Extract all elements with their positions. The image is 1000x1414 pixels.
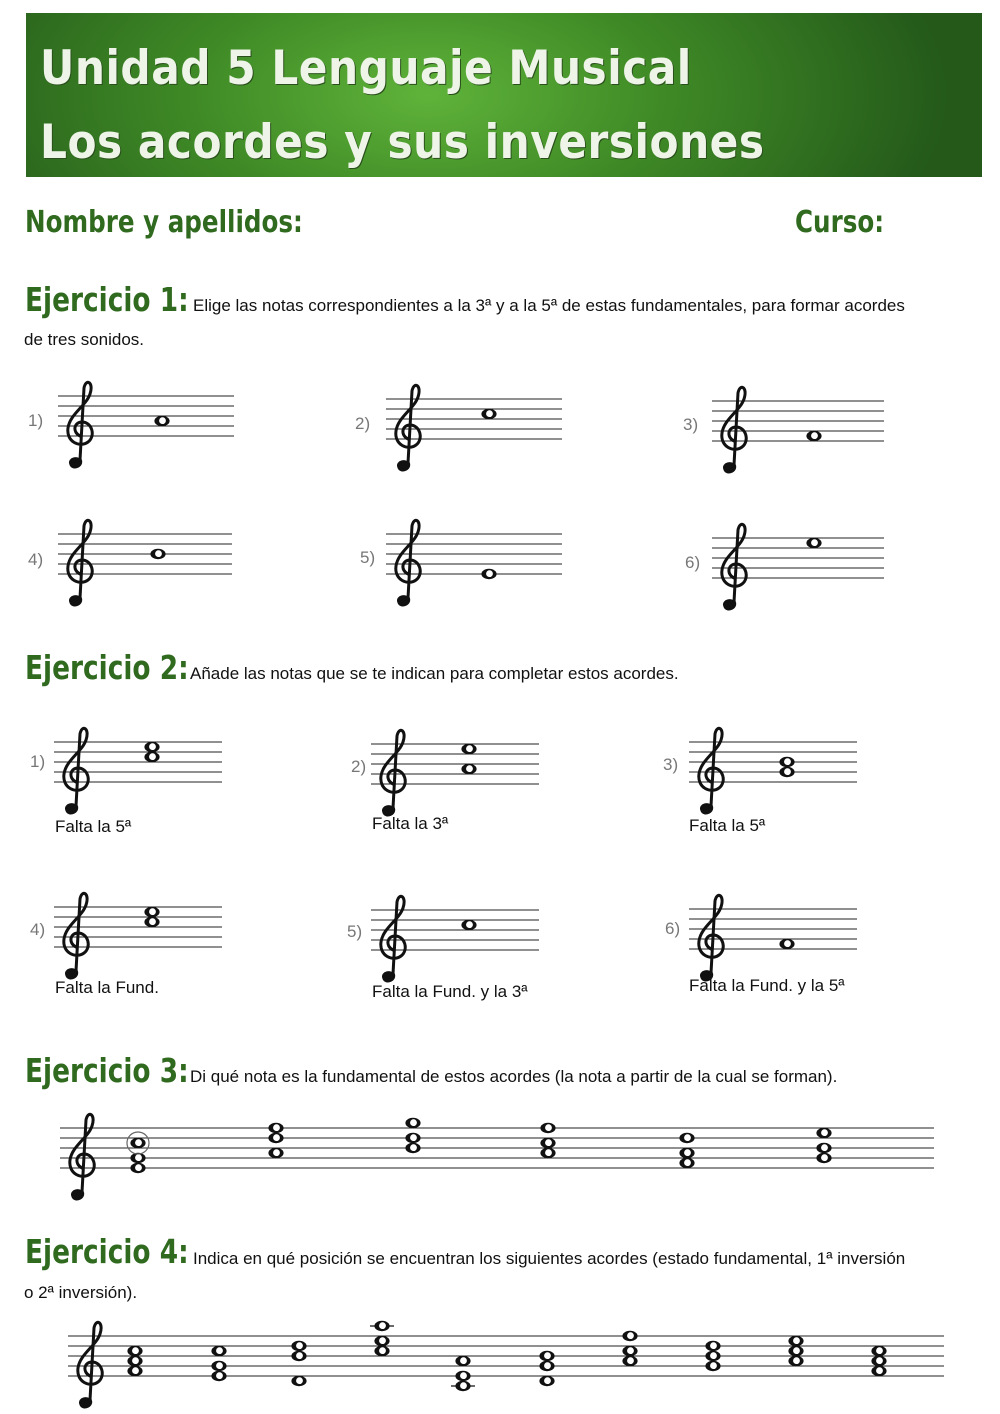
chord (539, 1351, 554, 1386)
treble-clef-icon (699, 895, 723, 980)
ex2-staff-2 (371, 722, 546, 818)
whole-note (779, 767, 794, 777)
ex4-staff (68, 1308, 948, 1412)
chord-note (788, 1356, 803, 1366)
chord-note (539, 1376, 554, 1386)
chord-note (540, 1138, 555, 1148)
treble-clef-icon (722, 387, 746, 472)
chord (451, 1356, 475, 1391)
chord-note (268, 1123, 283, 1133)
chord-note (705, 1341, 720, 1351)
chord-note (705, 1351, 720, 1361)
ex1-staff-4 (58, 512, 238, 608)
chord (211, 1346, 226, 1381)
staff-lines (60, 1128, 934, 1168)
ex2-item-3-number: 3) (663, 755, 679, 774)
exercise-2-instructions: Añade las notas que se te indican para completar estos acordes. (190, 664, 679, 683)
ex1-staff-3 (712, 379, 892, 475)
treble-clef-icon (78, 1322, 102, 1407)
chord-note (622, 1356, 637, 1366)
exercise-3-title: Ejercicio 3: (25, 1051, 189, 1090)
treble-clef-icon (68, 520, 92, 605)
chord-note (370, 1321, 394, 1331)
ex2-item-1-number: 1) (30, 752, 46, 771)
chord-note (679, 1133, 694, 1143)
exercise-1-instructions: Elige las notas correspondientes a la 3ª y a la 5ª de estas fundamentales, para formar acordes (193, 296, 905, 315)
chord-note (455, 1356, 470, 1366)
chord-note (788, 1346, 803, 1356)
ex1-item-5-number: 5) (360, 548, 376, 567)
whole-note (144, 907, 159, 917)
treble-clef-icon (396, 385, 420, 470)
ex2-staff-4 (54, 885, 229, 981)
whole-note (461, 920, 476, 930)
chord-note (451, 1381, 475, 1391)
ex1-staff-2 (386, 377, 566, 473)
ex2-caption-1: Falta la 5ª (55, 817, 132, 836)
whole-note (806, 538, 821, 548)
chord-note (405, 1143, 420, 1153)
chord-note (455, 1371, 470, 1381)
chord-note (130, 1138, 145, 1148)
ex1-staff-5 (386, 512, 566, 608)
treble-clef-icon (70, 1114, 94, 1199)
chord (622, 1331, 637, 1366)
treble-clef-icon (68, 382, 92, 467)
ex2-staff-5 (371, 888, 546, 984)
chord (816, 1128, 831, 1163)
whole-note (779, 939, 794, 949)
chord-note (291, 1351, 306, 1361)
unit-title: Unidad 5 Lenguaje Musical (40, 41, 692, 96)
chord-note (268, 1133, 283, 1143)
chord-note (127, 1346, 142, 1356)
ex2-staff-6 (689, 887, 864, 983)
chord (370, 1321, 394, 1356)
treble-clef-icon (699, 728, 723, 813)
ex1-item-4-number: 4) (28, 550, 44, 569)
chord (705, 1341, 720, 1371)
ex2-caption-5: Falta la Fund. y la 3ª (372, 982, 528, 1001)
treble-clef-icon (722, 524, 746, 609)
exercise-2-title: Ejercicio 2: (25, 648, 189, 687)
chord-note (127, 1356, 142, 1366)
ex2-item-2-number: 2) (351, 757, 367, 776)
whole-note (144, 917, 159, 927)
exercise-4-instructions-cont: o 2ª inversión). (24, 1283, 138, 1302)
ex1-staff-1 (58, 374, 238, 470)
chord-note (540, 1148, 555, 1158)
chord (540, 1123, 555, 1158)
chord-note (127, 1366, 142, 1376)
whole-note (461, 764, 476, 774)
ex2-caption-3: Falta la 5ª (689, 816, 766, 835)
ex3-staff (60, 1102, 940, 1202)
chord-note (211, 1346, 226, 1356)
chord-note (816, 1128, 831, 1138)
exercise-4-instructions: Indica en qué posición se encuentran los siguientes acordes (estado fundamental, 1ª inversión (193, 1249, 906, 1268)
chord-note (374, 1346, 389, 1356)
lesson-title: Los acordes y sus inversiones (40, 115, 765, 170)
whole-note (481, 409, 496, 419)
whole-note (481, 569, 496, 579)
title-banner (26, 13, 982, 177)
treble-clef-icon (396, 520, 420, 605)
ex2-staff-3 (689, 720, 864, 816)
ex2-item-6-number: 6) (665, 919, 681, 938)
ex1-item-6-number: 6) (685, 553, 701, 572)
treble-clef-icon (64, 893, 88, 978)
chord (871, 1346, 886, 1376)
whole-note (150, 549, 165, 559)
staff-lines (68, 1336, 944, 1376)
ex1-item-1-number: 1) (28, 411, 44, 430)
chord-note (211, 1361, 226, 1371)
course-label: Curso: (795, 205, 885, 240)
ex2-caption-4: Falta la Fund. (55, 978, 159, 997)
treble-clef-icon (64, 728, 88, 813)
chord-note (816, 1143, 831, 1153)
chord-note (291, 1341, 306, 1351)
chord-note (816, 1153, 831, 1163)
chord-note (539, 1351, 554, 1361)
ex2-item-5-number: 5) (347, 922, 363, 941)
chord-note (405, 1118, 420, 1128)
chord (679, 1133, 694, 1168)
treble-clef-icon (381, 896, 405, 981)
exercise-1-instructions-cont: de tres sonidos. (24, 330, 145, 349)
ex1-item-3-number: 3) (683, 415, 699, 434)
chord-note (405, 1133, 420, 1143)
chord (291, 1341, 306, 1386)
chord (127, 1346, 142, 1376)
whole-note (144, 742, 159, 752)
chord-note (871, 1356, 886, 1366)
chord-note (539, 1361, 554, 1371)
chord-note (268, 1148, 283, 1158)
chord-note (622, 1346, 637, 1356)
ex2-staff-1 (54, 720, 229, 816)
whole-note (144, 752, 159, 762)
ex1-item-2-number: 2) (355, 414, 371, 433)
chord-note (679, 1158, 694, 1168)
whole-note (779, 757, 794, 767)
chord-note (679, 1148, 694, 1158)
name-label: Nombre y apellidos: (25, 205, 303, 240)
chord-note (622, 1331, 637, 1341)
chord-note (788, 1336, 803, 1346)
chord (405, 1118, 420, 1153)
ex2-item-4-number: 4) (30, 920, 46, 939)
ex2-caption-6: Falta la Fund. y la 5ª (689, 976, 845, 995)
chord-note (291, 1376, 306, 1386)
exercise-3-instructions: Di qué nota es la fundamental de estos acordes (la nota a partir de la cual se forman). (190, 1067, 838, 1086)
chord (268, 1123, 283, 1158)
treble-clef-icon (381, 730, 405, 815)
exercise-4-title: Ejercicio 4: (25, 1232, 189, 1271)
chord (788, 1336, 803, 1366)
whole-note (154, 416, 169, 426)
ex2-caption-2: Falta la 3ª (372, 814, 449, 833)
chord-note (871, 1366, 886, 1376)
chord-note (130, 1163, 145, 1173)
chord-note (705, 1361, 720, 1371)
ex1-staff-6 (712, 516, 892, 612)
whole-note (461, 744, 476, 754)
chord-note (211, 1371, 226, 1381)
exercise-1-title: Ejercicio 1: (25, 280, 189, 319)
chord-note (871, 1346, 886, 1356)
chord-note (540, 1123, 555, 1133)
chord-note (374, 1336, 389, 1346)
whole-note (806, 431, 821, 441)
